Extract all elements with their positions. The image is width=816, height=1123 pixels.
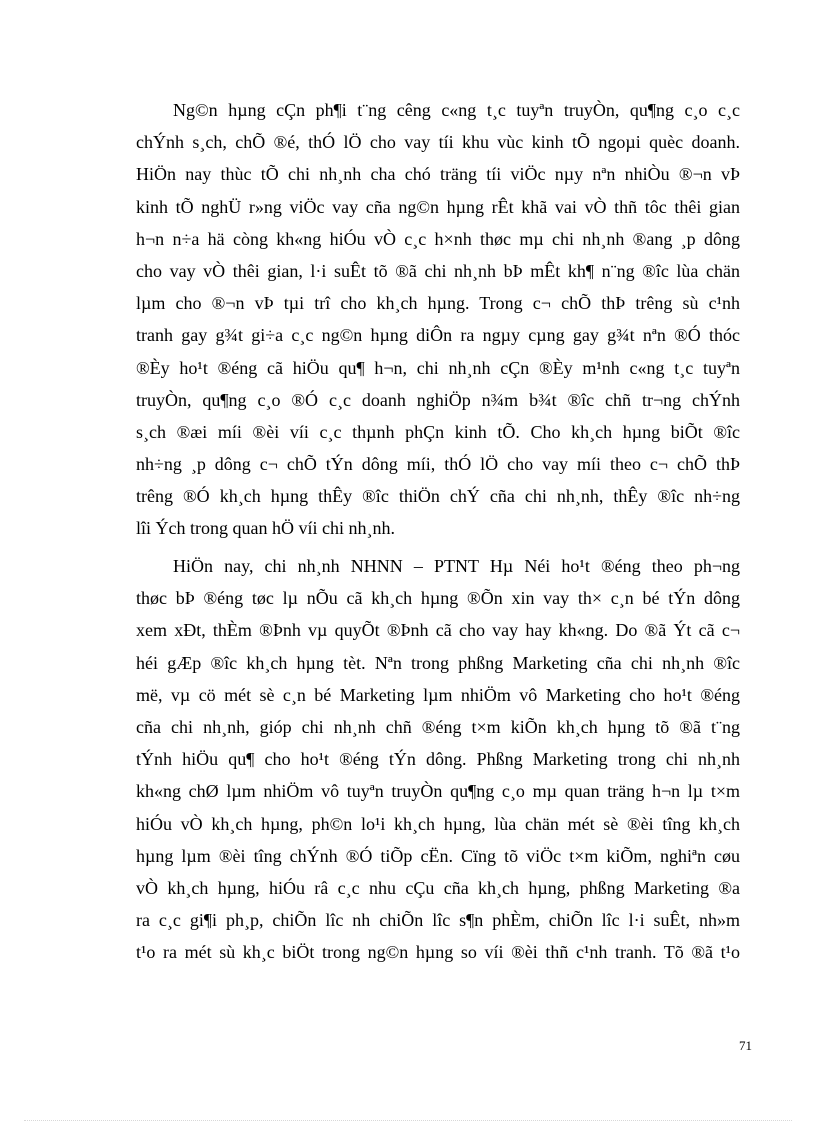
body-paragraph-2: [136, 550, 740, 968]
paragraph-line: ®Èy ho¹t ®éng cã hiÖu qu¶ h¬n, chi nh¸nh cÇn ®Èy m¹nh c«ng t¸c tuyªn: [136, 357, 740, 378]
paragraph-line: nh÷ng ¸p dông c¬ chÕ tÝn dông míi, thÓ lÖ cho vay míi theo c¬ chÕ thÞ: [136, 454, 740, 475]
paragraph-line: Ng©n hµng cÇn ph¶i t¨ng cêng c«ng t¸c tuyªn truyÒn, qu¶ng c¸o c¸c: [173, 100, 740, 120]
paragraph-line: më, vµ cö mét sè c¸n bé Marketing lµm nhiÖm vô Marketing cho ho¹t ®éng: [136, 684, 740, 705]
paragraph-line: xem xÐt, thÈm ®Þnh vµ quyÕt ®Þnh cã cho vay hay kh«ng. Do ®ã Ýt cã c¬: [136, 620, 740, 641]
paragraph-line: thøc bÞ ®éng tøc lµ nÕu cã kh¸ch hµng ®Õn xin vay th× c¸n bé tÝn dông: [136, 588, 740, 609]
paragraph-line: lîi Ých trong quan hÖ víi chi nh¸nh.: [136, 518, 395, 539]
paragraph-line: t¹o ra mét sù kh¸c biÖt trong ng©n hµng so víi ®èi thñ c¹nh tranh. Tõ ®ã t¹o: [136, 942, 740, 963]
paragraph-line: HiÖn nay thùc tÕ chi nh¸nh cha chó träng tíi viÖc nµy nªn nhiÒu ®¬n vÞ: [136, 164, 740, 185]
paragraph-line: tranh gay g¾t gi÷a c¸c ng©n hµng diÔn ra ngµy cµng gay g¾t nªn ®Ó thóc: [136, 325, 740, 346]
paragraph-line: HiÖn nay, chi nh¸nh NHNN – PTNT Hµ Néi ho¹t ®éng theo ph¬ng: [173, 556, 740, 576]
paragraph-line: lµm cho ®¬n vÞ tµi trî cho kh¸ch hµng. Trong c¬ chÕ thÞ trêng sù c¹nh: [136, 293, 740, 314]
body-paragraph-1: [136, 94, 740, 545]
paragraph-line: trêng ®Ó kh¸ch hµng thÊy ®îc thiÖn chÝ cña chi nh¸nh, thÊy ®îc nh÷ng: [136, 486, 740, 507]
paragraph-line: héi gÆp ®îc kh¸ch hµng tèt. Nªn trong phßng Marketing cña chi nh¸nh ®îc: [136, 652, 740, 673]
paragraph-line: truyÒn, qu¶ng c¸o ®Ó c¸c doanh nghiÖp n¾m b¾t ®îc chñ tr¬ng chÝnh: [136, 389, 740, 410]
paragraph-line: ra c¸c gi¶i ph¸p, chiÕn lîc nh chiÕn lîc s¶n phÈm, chiÕn lîc l·i suÊt, nh»m: [136, 910, 740, 931]
paragraph-line: h¬n n÷a hä còng kh«ng hiÓu vÒ c¸c h×nh thøc mµ chi nh¸nh ®ang ¸p dông: [136, 228, 740, 249]
paragraph-line: kinh tÕ nghÜ r»ng viÖc vay cña ng©n hµng rÊt khã vai vÒ thñ tôc thêi gian: [136, 196, 740, 217]
paragraph-line: hµng lµm ®èi tîng chÝnh ®Ó tiÕp cËn. Cïng tõ viÖc t×m kiÕm, nghiªn cøu: [136, 845, 740, 866]
paragraph-line: tÝnh hiÖu qu¶ cho ho¹t ®éng tÝn dông. Phßng Marketing trong chi nh¸nh: [136, 749, 740, 770]
page-bottom-divider: [24, 1120, 792, 1121]
paragraph-line: s¸ch ®æi míi ®èi víi c¸c thµnh phÇn kinh tÕ. Cho kh¸ch hµng biÕt ®îc: [136, 421, 740, 442]
page-number: 71: [739, 1038, 752, 1053]
paragraph-line: hiÓu vÒ kh¸ch hµng, ph©n lo¹i kh¸ch hµng, lùa chän mét sè ®èi tîng kh¸ch: [136, 813, 740, 834]
paragraph-line: cña chi nh¸nh, gióp chi nh¸nh chñ ®éng t×m kiÕn kh¸ch hµng tõ ®ã t¨ng: [136, 716, 740, 737]
paragraph-line: vÒ kh¸ch hµng, hiÓu râ c¸c nhu cÇu cña kh¸ch hµng, phßng Marketing ®a: [136, 877, 740, 898]
paragraph-line: chÝnh s¸ch, chÕ ®é, thÓ lÖ cho vay tíi khu vùc kinh tÕ ngoµi quèc doanh.: [136, 132, 740, 153]
paragraph-line: kh«ng chØ lµm nhiÖm vô tuyªn truyÒn qu¶ng c¸o mµ quan träng h¬n lµ t×m: [136, 781, 740, 802]
paragraph-line: cho vay vÒ thêi gian, l·i suÊt tõ ®ã chi nh¸nh bÞ mÊt kh¶ n¨ng ®îc lùa chän: [136, 260, 740, 281]
